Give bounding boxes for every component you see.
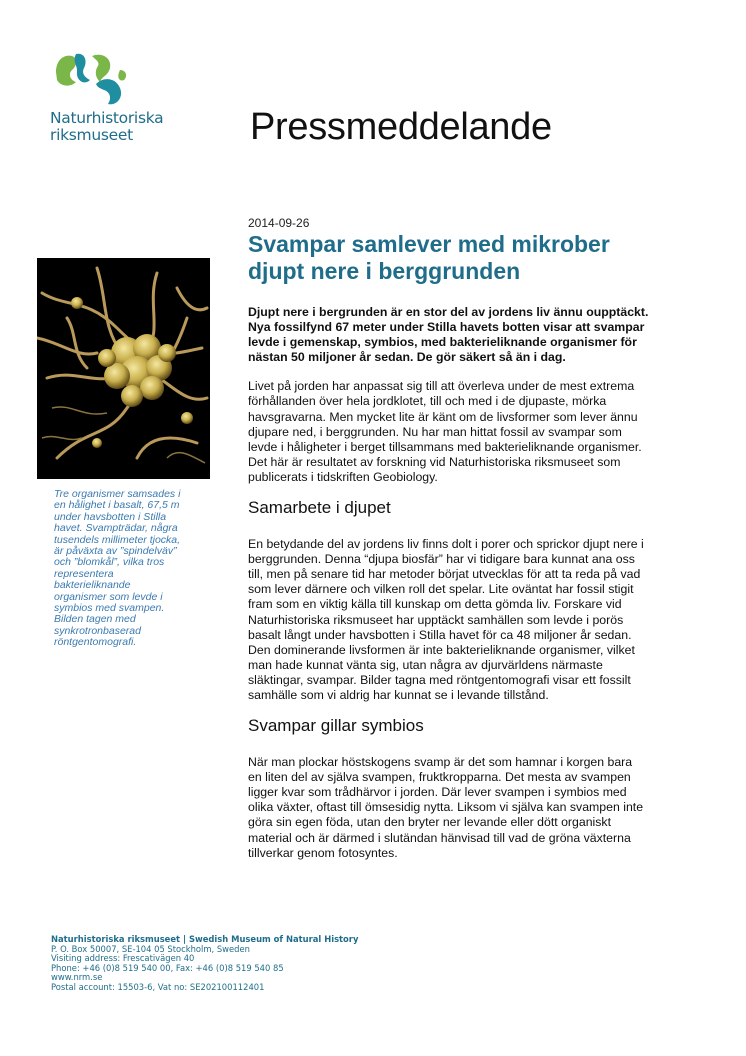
body-line: publicerats i tidskriften Geobiology. [248, 469, 438, 484]
section-heading: Svampar gillar symbios [248, 716, 424, 736]
body-line: göra sin egen föda, utan den bryter ner levande eller dött organiskt [248, 815, 611, 830]
caption-line: tusendels millimeter tjocka, [54, 533, 181, 546]
logo-teal-shape [75, 54, 90, 83]
body-line: Den dominerande livsformen är inte bakterieliknande organismer, vilket [248, 642, 635, 657]
logo-line: Naturhistoriska [50, 109, 164, 127]
footer-postal-account: Postal account: 15503-6, Vat no: SE202100112401 [51, 981, 265, 992]
footer-website-link[interactable]: www.nrm.se [51, 972, 103, 983]
caption-line: Tre organismer samsades i [54, 488, 181, 500]
body-line: levde i håligheter i berget tillsammans med bakterieliknande organismer. [248, 439, 642, 454]
intro-paragraph [248, 379, 718, 485]
body-line: släktingar, svampar. Bilder tagna med röntgentomografi visar ett fossilt [248, 672, 631, 687]
document-type-title: Pressmeddelande [250, 106, 552, 148]
caption-line: synkrotronbaserad [54, 624, 141, 637]
footer-org-name: Naturhistoriska riksmuseet | Swedish Museum of Natural History [51, 934, 359, 944]
body-line: havsgravarna. Men mycket lite är känt om de livsformer som lever ännu [248, 409, 638, 424]
body-line: fram som en viktig källa till kunskap om detta gömda liv. Forskare vid [248, 597, 622, 612]
photo-caption [54, 489, 204, 649]
section-heading: Samarbete i djupet [248, 498, 391, 518]
logo-green-shape-2 [92, 55, 110, 82]
caption-line: representera [54, 567, 114, 580]
caption-line: är påväxta av ”spindelväv” [54, 545, 177, 558]
lead-paragraph [248, 305, 718, 365]
footer-phone: Phone: +46 (0)8 519 540 00, Fax: +46 (0)8 519 540 85 [51, 962, 284, 973]
body-line: När man plockar höstskogens svamp är det som hamnar i korgen bara [248, 755, 633, 770]
caption-line: havet. Svampträdar, några [54, 522, 178, 535]
caption-line: symbios med svampen. [54, 602, 165, 615]
article-headline [248, 231, 708, 285]
fossil-fungi-photo [37, 258, 210, 479]
body-line: Det här är resultatet av forskning vid Naturhistoriska riksmuseet som [248, 454, 621, 469]
caption-line: organismer som levde i [54, 590, 163, 603]
footer-visiting-address: Visiting address: Frescativägen 40 [51, 953, 195, 964]
body-line: som lever därnere och vilken roll det spelar. Lite oväntat har fossil stigit [248, 582, 634, 597]
caption-line: röntgentomografi. [54, 636, 137, 649]
article-body [248, 305, 718, 861]
headline-line: djupt nere i berggrunden [248, 258, 521, 284]
headline-line: Svampar samlever med mikrober [248, 231, 610, 257]
caption-line: en hålighet i basalt, 67,5 m [54, 499, 180, 512]
nrm-logo [50, 50, 130, 110]
body-line: ligger kvar som trådhärvor i jorden. Där lever svampen i symbios med [248, 785, 627, 800]
caption-line: och ”blomkål”, vilka tros [54, 556, 165, 569]
caption-line: Bilden tagen med [54, 613, 136, 626]
lead-line: Nya fossilfynd 67 meter under Stilla havets botten visar att svampar [248, 320, 645, 335]
body-line: material och är därmed i slutändan hänvisad till vad de gröna växterna [248, 830, 631, 845]
lead-line: nästan 50 miljoner år sedan. De gör säkert så än i dag. [248, 350, 566, 365]
body-line: basalt långt under havsbotten i Stilla havet för ca 48 miljoner år sedan. [248, 627, 632, 642]
caption-line: under havsbotten i Stilla [54, 510, 167, 523]
lead-line: Djupt nere i bergrunden är en stor del av jordens liv ännu oupptäckt. [248, 305, 649, 319]
logo-green-shape [56, 56, 76, 86]
body-line: djupare ned, i berggrunden. Nu har man hittat fossil av svampar som [248, 424, 622, 439]
logo-teal-shape-2 [96, 79, 121, 104]
publication-date: 2014-09-26 [248, 216, 310, 230]
section2-paragraph [248, 755, 718, 861]
body-line: förhållanden över hela jordklotet, till och med i de djupaste, mörka [248, 394, 607, 409]
logo-green-shape-3 [118, 70, 126, 81]
body-line: en liten del av själva svampen, fruktkropparna. Det mesta av svampen [248, 770, 631, 785]
footer-address: P. O. Box 50007, SE-104 05 Stockholm, Sweden [51, 943, 250, 954]
body-line: olika växter, oftast till ömsesidig nytta. Liksom vi själva kan svampen inte [248, 800, 644, 815]
body-line: En betydande del av jordens liv finns dolt i porer och sprickor djupt nere i [248, 537, 644, 552]
body-line: tillverkar genom fotosyntes. [248, 845, 398, 860]
body-line: man hade kunnat vänta sig, utan några av djurvärldens närmaste [248, 657, 603, 672]
logo-line: riksmuseet [50, 126, 133, 144]
fossil-fungi-illustration [37, 258, 210, 479]
section1-paragraph [248, 537, 718, 703]
lead-line: levde i gemenskap, symbios, med bakterieliknande organismer för [248, 335, 637, 350]
body-line: berggrunden. Denna “djupa biosfär” har vi tidigare bara kunnat ana oss [248, 552, 635, 567]
body-line: samhälle som vi aldrig har kunnat se i levande tillstånd. [248, 687, 549, 702]
logo-wordmark [50, 110, 163, 144]
body-line: Livet på jorden har anpassat sig till att överleva under de mest extrema [248, 379, 635, 394]
contact-footer [51, 935, 358, 993]
body-line: till, men på senare tid har metoder börjat utvecklas för att ta reda på vad [248, 567, 641, 582]
body-line: Naturhistoriska riksmuseet har upptäckt samhällen som levde i porös [248, 612, 624, 627]
caption-line: bakterieliknande [54, 579, 131, 592]
